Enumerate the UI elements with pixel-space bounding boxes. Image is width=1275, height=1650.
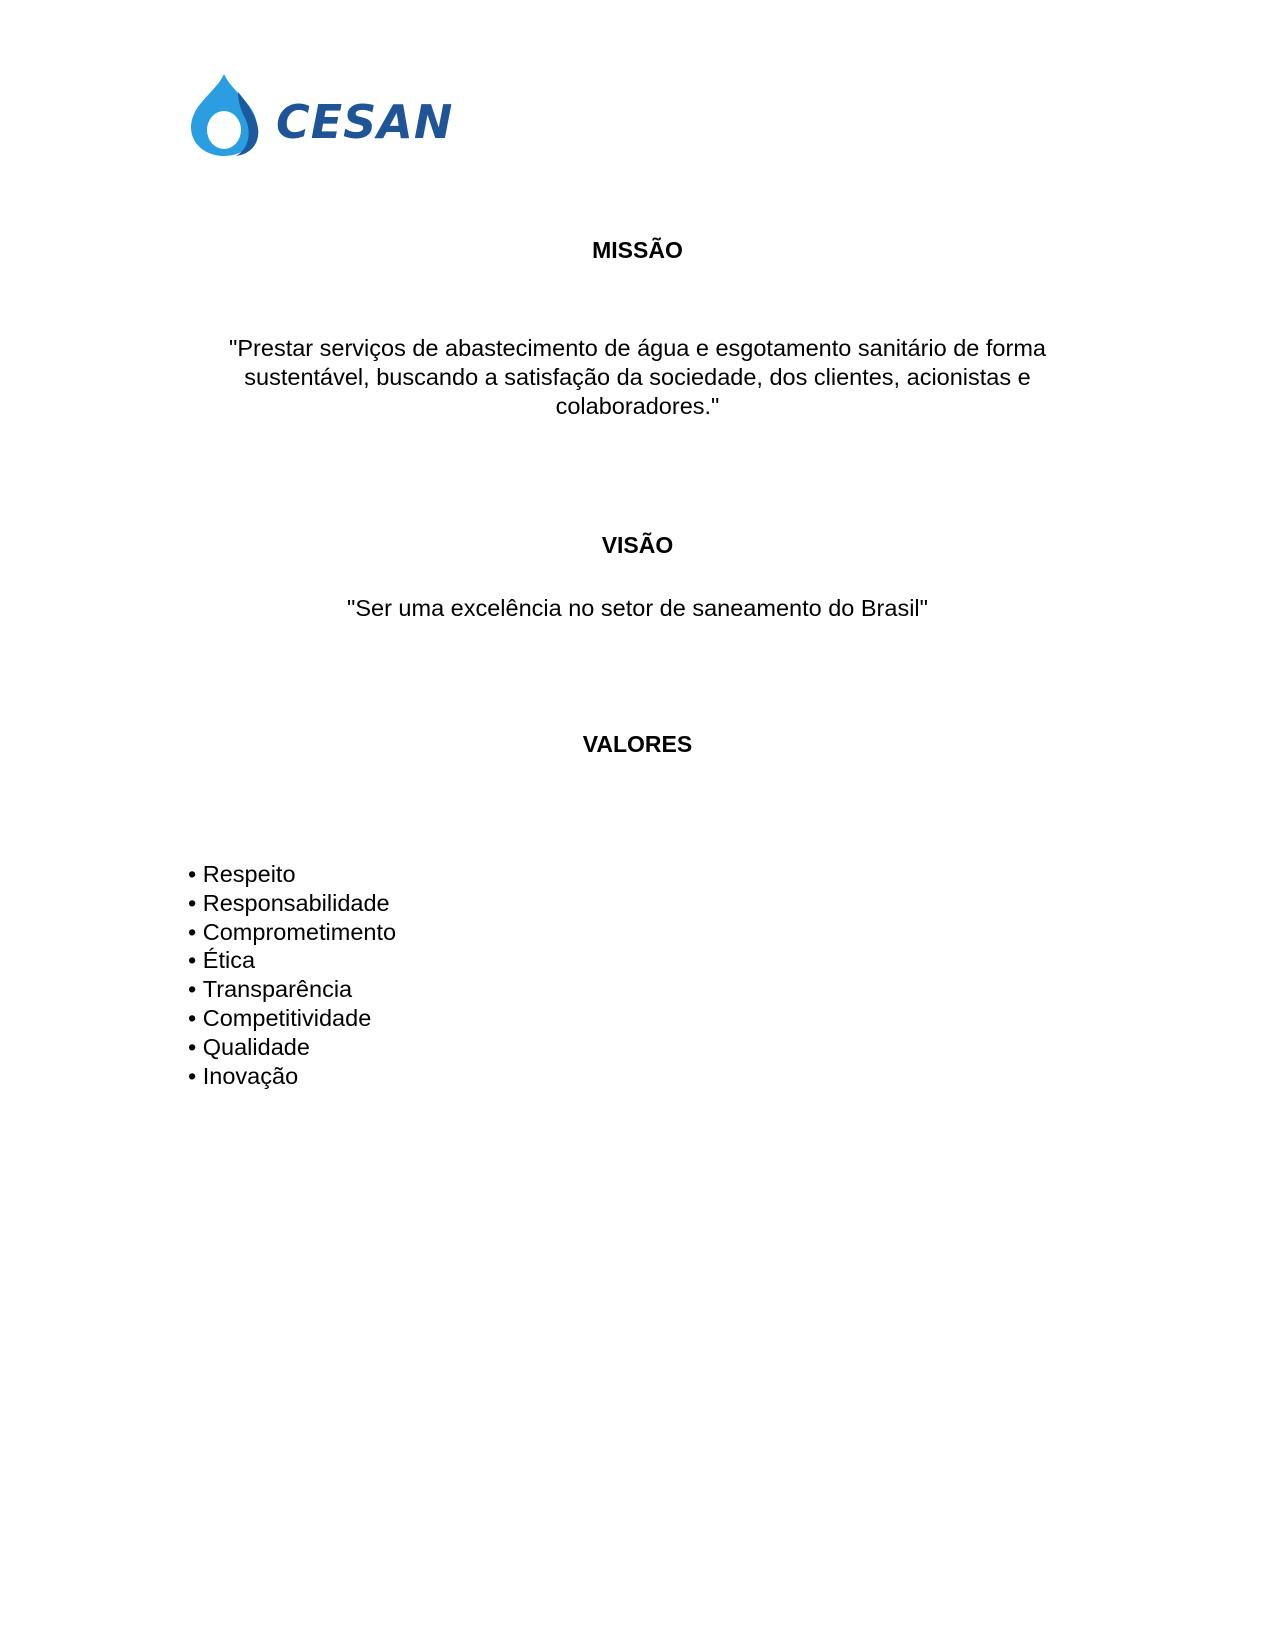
cesan-logo [186,74,466,156]
visao-heading: VISÃO [601,532,674,558]
valores-item-responsabilidade: • Responsabilidade [188,889,396,918]
valores-heading: VALORES [582,731,693,757]
valores-item-transparencia: • Transparência [188,975,396,1004]
valores-item-qualidade: • Qualidade [188,1033,396,1062]
valores-item-competitividade: • Competitividade [188,1004,396,1033]
missao-text: "Prestar serviços de abastecimento de água e esgotamento sanitário de forma sustentável, buscando a satisfação da sociedade, dos clientes, acionistas e colaboradores." [229,335,1046,419]
valores-item-respeito: • Respeito [188,860,396,889]
valores-item-inovacao: • Inovação [188,1062,396,1091]
water-drop-icon [191,74,258,156]
missao-heading: MISSÃO [592,237,683,263]
valores-list [188,860,396,1090]
valores-item-comprometimento: • Comprometimento [188,918,396,947]
valores-item-etica: • Ética [188,946,396,975]
visao-text: "Ser uma excelência no setor de saneamento do Brasil" [346,595,928,621]
logo-wordmark: CESAN [276,95,454,149]
